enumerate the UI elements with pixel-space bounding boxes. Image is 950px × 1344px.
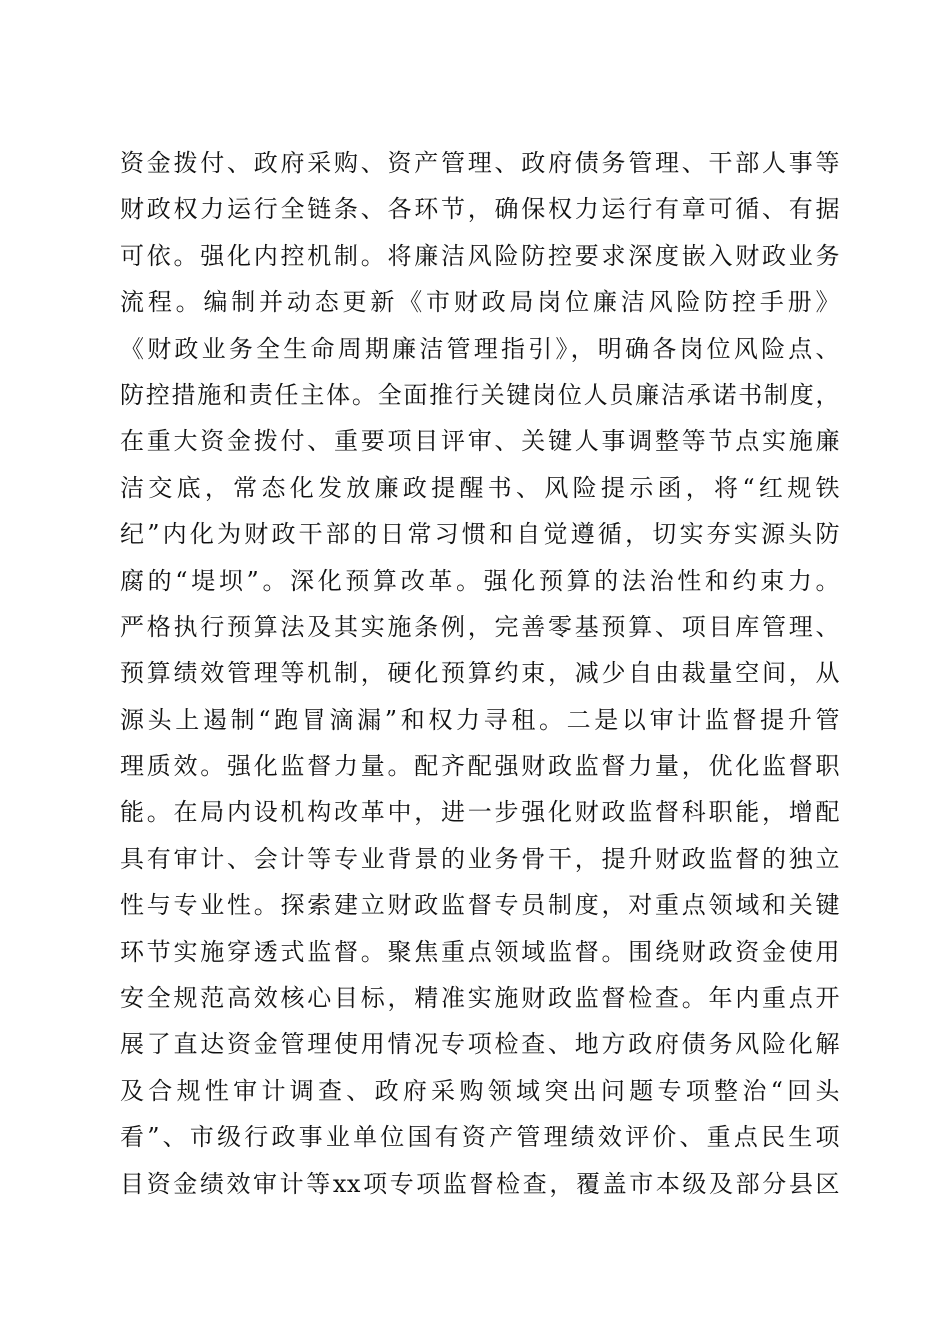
text-line: 可依。强化内控机制。将廉洁风险防控要求深度嵌入财政业务 — [120, 241, 840, 270]
text-line: 环节实施穿透式监督。聚焦重点领域监督。围绕财政资金使用 — [120, 937, 840, 966]
text-line: 安全规范高效核心目标，精准实施财政监督检查。年内重点开 — [120, 984, 840, 1013]
text-line: 财政权力运行全链条、各环节，确保权力运行有章可循、有据 — [120, 195, 840, 224]
text-line: 在重大资金拨付、重要项目评审、关键人事调整等节点实施廉 — [120, 427, 840, 456]
text-line: 展了直达资金管理使用情况专项检查、地方政府债务风险化解 — [120, 1030, 840, 1059]
text-line: 目资金绩效审计等xx项专项监督检查，覆盖市本级及部分县区 — [120, 1169, 840, 1198]
text-line: 理质效。强化监督力量。配齐配强财政监督力量，优化监督职 — [120, 752, 840, 781]
text-line: 能。在局内设机构改革中，进一步强化财政监督科职能，增配 — [120, 798, 840, 827]
text-line: 腐的“堤坝”。深化预算改革。强化预算的法治性和约束力。 — [120, 566, 840, 595]
text-line: 资金拨付、政府采购、资产管理、政府债务管理、干部人事等 — [120, 149, 840, 177]
text-line: 性与专业性。探索建立财政监督专员制度，对重点领域和关键 — [120, 891, 840, 920]
text-line: 纪”内化为财政干部的日常习惯和自觉遵循，切实夯实源头防 — [120, 520, 840, 549]
text-line: 源头上遏制“跑冒滴漏”和权力寻租。二是以审计监督提升管 — [120, 705, 840, 734]
text-line: 看”、市级行政事业单位国有资产管理绩效评价、重点民生项 — [120, 1123, 840, 1152]
text-line: 及合规性审计调查、政府采购领域突出问题专项整治“回头 — [120, 1076, 840, 1105]
body-text — [120, 140, 840, 1207]
text-line: 洁交底，常态化发放廉政提醒书、风险提示函，将“红规铁 — [120, 473, 840, 502]
text-line: 预算绩效管理等机制，硬化预算约束，减少自由裁量空间，从 — [120, 659, 840, 688]
text-line: 流程。编制并动态更新《市财政局岗位廉洁风险防控手册》 — [120, 288, 840, 317]
text-line: 严格执行预算法及其实施条例，完善零基预算、项目库管理、 — [120, 612, 840, 641]
text-line: 具有审计、会计等专业背景的业务骨干，提升财政监督的独立 — [120, 844, 840, 873]
text-line: 防控措施和责任主体。全面推行关键岗位人员廉洁承诺书制度， — [120, 380, 840, 409]
text-line: 《财政业务全生命周期廉洁管理指引》，明确各岗位风险点、 — [120, 334, 840, 363]
